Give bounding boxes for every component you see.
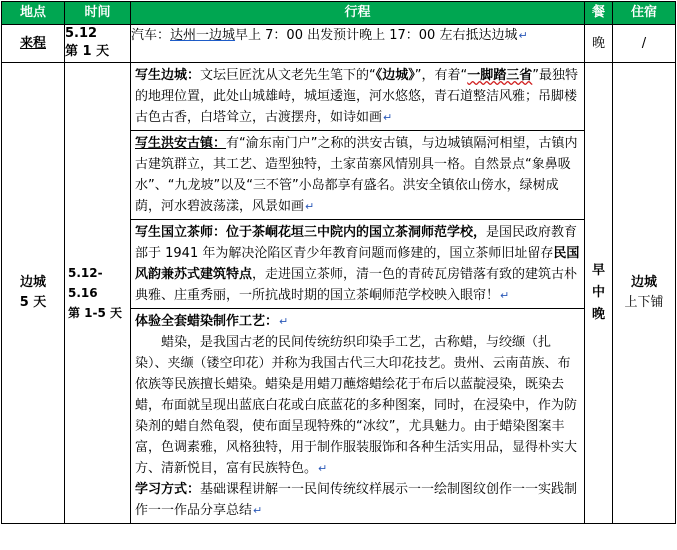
paragraph-mark-icon: ↵ xyxy=(253,504,263,517)
itinerary-blocks-cell xyxy=(131,63,585,524)
header-meal: 餐 xyxy=(585,2,613,25)
stay-day: 第 1-5 天 xyxy=(68,306,123,320)
biancheng-text1: 文坛巨匠沈从文老先生笔下的“ xyxy=(200,68,376,83)
block-chashi xyxy=(131,219,584,308)
arrival-date-cell xyxy=(65,25,131,63)
meal-breakfast: 早 xyxy=(591,263,605,278)
paragraph-mark-icon: ↵ xyxy=(518,29,528,42)
chashi-text2: ，走进国立茶师，清一色的青砖瓦房错落有致的建筑古朴典雅、庄重秀丽，一所抗战时期的国立茶峒师范学校映入眼帘！ xyxy=(135,267,578,303)
header-itinerary: 行程 xyxy=(131,2,585,25)
arrival-stay: / xyxy=(641,36,647,51)
wax-title: 体验全套蜡染制作工艺： xyxy=(135,314,279,329)
chashi-text1: 是国民政府教育部于 1941 年为解决沦陷区青少年教育问题而修建的，国立茶师旧址留存 xyxy=(135,225,578,261)
paragraph-mark-icon: ↵ xyxy=(318,462,328,475)
meal-lunch: 中 xyxy=(591,285,605,300)
transport-route: 达州一边城 xyxy=(170,28,236,43)
biancheng-phrase: 一脚踏三省 xyxy=(467,68,533,83)
wax-method-label: 学习方式： xyxy=(135,482,201,497)
paragraph-mark-icon: ↵ xyxy=(383,111,393,124)
header-row xyxy=(2,2,676,25)
arrival-place: 来程 xyxy=(19,36,46,51)
stay-place-cell xyxy=(2,63,65,524)
transport-schedule: 早上 7：00 出发预计晚上 17：00 左右抵达边城 xyxy=(235,28,518,43)
hongan-title: 写生洪安古镇： xyxy=(135,136,227,151)
biancheng-book: 《边城》 xyxy=(375,68,415,83)
hongan-text: 有“渝东南门户”之称的洪安古镇，与边城镇隔河相望，古镇内古建筑群立，其工艺、造型独特，土家苗寨风情别具一格。自然景点“象鼻吸水”、“九龙坡”以及“三不管”小岛都享有盛名。洪安全镇依山傍水，绿树成荫，河水碧波荡漾，风景如画 xyxy=(135,136,578,214)
arrival-meal: 晚 xyxy=(591,36,605,51)
stay-place: 边城 xyxy=(19,275,46,290)
wax-text: 蜡染，是我国古老的民间传统纺织印染手工艺，古称蜡，与绞缬（扎染）、夹缬（镂空印花）并称为我国古代三大印花技艺。贵州、云南苗族、布依族等民族擅长蜡染。蜡染是用蜡刀蘸熔蜡绘花于布后以蓝靛浸染，既染去蜡，布面就呈现出蓝底白花或白底蓝花的多种图案，同时，在浸染中，作为防染剂的蜡自然龟裂，使布面呈现特殊的“冰纹”，尤具魅力。由于蜡染图案丰富，色调素雅，风格独特，用于制作服装服饰和各种生活实用品，显得朴实大方、清新悦目，富有民族特色。 xyxy=(135,335,578,476)
arrival-date: 5.12 xyxy=(65,26,98,41)
paragraph-mark-icon: ↵ xyxy=(279,315,289,328)
arrival-stay-cell xyxy=(613,25,676,63)
meal-dinner: 晚 xyxy=(591,307,605,322)
row-biancheng xyxy=(2,63,676,524)
itinerary-table xyxy=(1,1,676,524)
biancheng-text3: ”最独特的地理位置，此处山城雄峙，城垣逶迤，河水悠悠，青石道整洁风雅；吊脚楼古色古香，白塔耸立，古渡摆舟，如诗如画 xyxy=(135,68,579,125)
stay-lodging-cell xyxy=(613,63,676,524)
row-arrival xyxy=(2,25,676,63)
arrival-meal-cell xyxy=(585,25,613,63)
wax-method-text: 基础课程讲解一一民间传统纹样展示一一绘制图纹创作一一实践制作一一作品分享总结 xyxy=(135,482,578,518)
block-biancheng xyxy=(131,63,584,130)
chashi-bold: 民国风韵兼苏式建筑特点 xyxy=(135,246,580,282)
transport-prefix: 汽车： xyxy=(131,28,171,43)
arrival-transport-cell xyxy=(131,25,585,63)
header-time: 时间 xyxy=(65,2,131,25)
chashi-title: 写生国立茶师：位于茶峒花垣三中院内的国立茶洞师范学校， xyxy=(135,225,487,240)
stay-meal-cell xyxy=(585,63,613,524)
stay-date: 5.12-5.16 xyxy=(68,266,103,300)
stay-days: 5 天 xyxy=(19,295,47,310)
biancheng-title: 写生边城： xyxy=(135,68,201,83)
arrival-day: 第 1 天 xyxy=(65,44,110,59)
header-stay: 住宿 xyxy=(613,2,676,25)
arrival-place-cell xyxy=(2,25,65,63)
block-wax xyxy=(131,308,584,523)
stay-lodging-title: 边城 xyxy=(630,275,657,290)
stay-lodging-bed: 上下铺 xyxy=(624,295,664,310)
block-hongan xyxy=(131,130,584,219)
paragraph-mark-icon: ↵ xyxy=(305,200,315,213)
paragraph-mark-icon: ↵ xyxy=(500,289,510,302)
stay-date-cell xyxy=(65,63,131,524)
header-place: 地点 xyxy=(2,2,65,25)
biancheng-text2: ”，有着“ xyxy=(414,68,468,83)
